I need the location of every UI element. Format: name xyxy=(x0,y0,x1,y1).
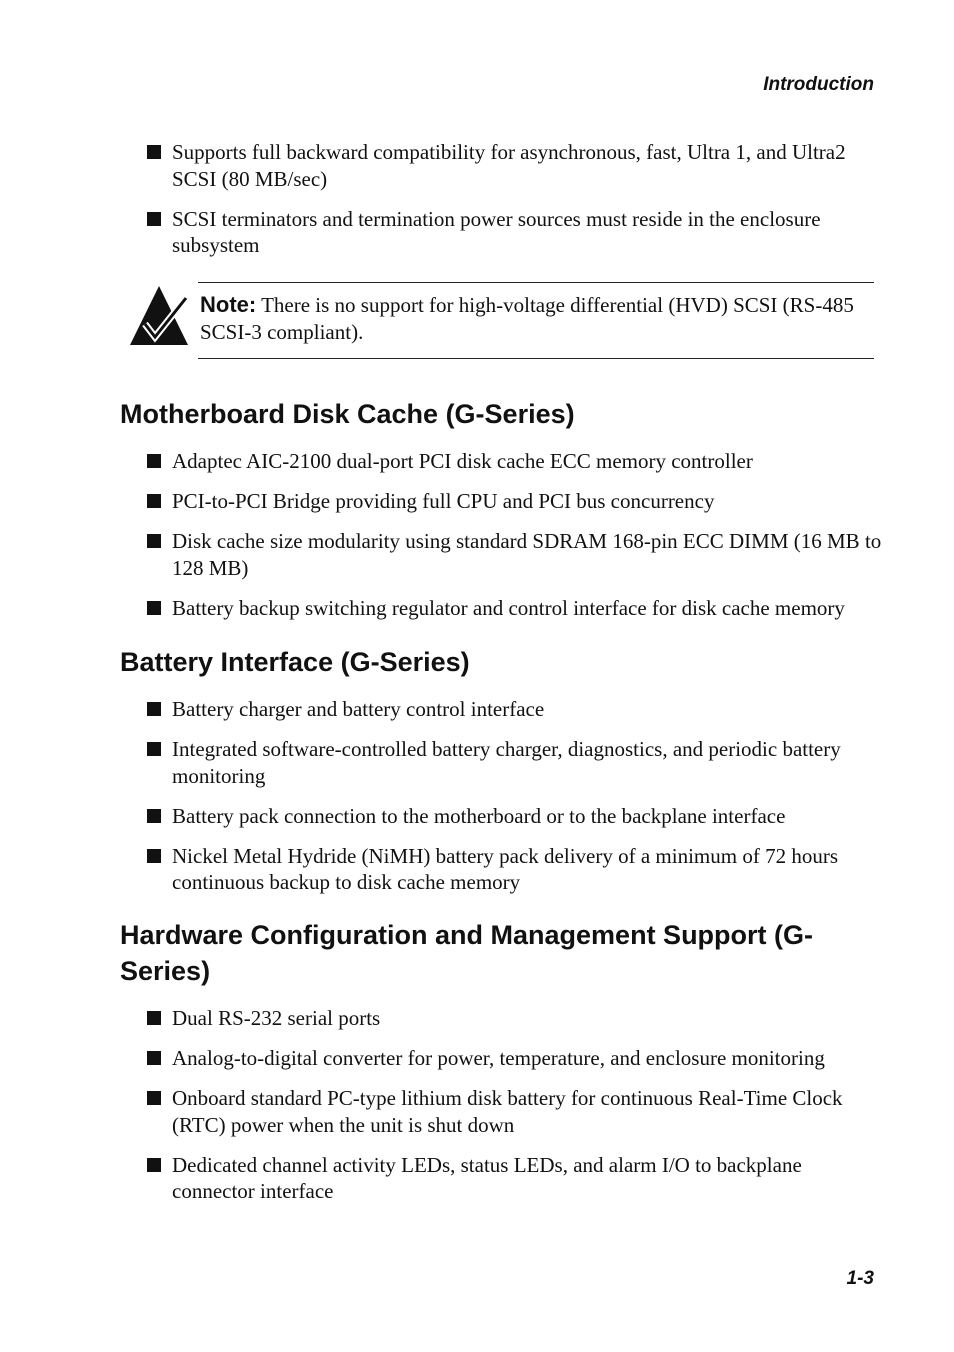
section-heading: Hardware Configuration and Management Support (G-Series) xyxy=(120,920,814,986)
bullet-square-icon xyxy=(147,849,161,863)
list-item: Battery charger and battery control interface xyxy=(145,696,885,723)
section-heading: Motherboard Disk Cache (G-Series) xyxy=(120,399,575,429)
bullet-square-icon xyxy=(147,809,161,823)
list-item: Onboard standard PC-type lithium disk battery for continuous Real-Time Clock (RTC) power when the unit is shut down xyxy=(145,1085,885,1138)
running-header: Introduction xyxy=(763,74,874,95)
note-text xyxy=(200,291,860,346)
list-item: SCSI terminators and termination power sources must reside in the enclosure subsystem xyxy=(145,206,885,259)
bullet-square-icon xyxy=(147,494,161,508)
intro-bullet-list xyxy=(145,139,885,272)
bullet-square-icon xyxy=(147,742,161,756)
section-bullet-list xyxy=(145,1005,885,1218)
page-number: 1-3 xyxy=(846,1268,874,1289)
note-label: Note: xyxy=(200,292,257,317)
list-item: Integrated software-controlled battery charger, diagnostics, and periodic battery monitoring xyxy=(145,736,885,789)
section-bullet-list xyxy=(145,448,885,635)
section-heading: Battery Interface (G-Series) xyxy=(120,647,470,677)
list-item: PCI-to-PCI Bridge providing full CPU and PCI bus concurrency xyxy=(145,488,885,515)
list-item: Dedicated channel activity LEDs, status LEDs, and alarm I/O to backplane connector interface xyxy=(145,1152,885,1205)
bullet-square-icon xyxy=(147,1158,161,1172)
bullet-square-icon xyxy=(147,1011,161,1025)
list-item: Analog-to-digital converter for power, temperature, and enclosure monitoring xyxy=(145,1045,885,1072)
bullet-square-icon xyxy=(147,1091,161,1105)
note-box xyxy=(198,282,874,359)
list-item: Battery pack connection to the motherboard or to the backplane interface xyxy=(145,803,885,830)
list-item: Supports full backward compatibility for asynchronous, fast, Ultra 1, and Ultra2 SCSI (80 MB/sec) xyxy=(145,139,885,192)
bullet-square-icon xyxy=(147,702,161,716)
note-body: There is no support for high-voltage differential (HVD) SCSI (RS-485 SCSI-3 compliant). xyxy=(200,293,854,344)
bullet-square-icon xyxy=(147,145,161,159)
bullet-square-icon xyxy=(147,534,161,548)
list-item: Adaptec AIC-2100 dual-port PCI disk cache ECC memory controller xyxy=(145,448,885,475)
bullet-square-icon xyxy=(147,212,161,226)
checkmark-triangle-icon xyxy=(128,284,190,348)
list-item: Nickel Metal Hydride (NiMH) battery pack delivery of a minimum of 72 hours continuous backup to disk cache memory xyxy=(145,843,885,896)
bullet-square-icon xyxy=(147,601,161,615)
section-bullet-list xyxy=(145,696,885,909)
list-item: Disk cache size modularity using standard SDRAM 168-pin ECC DIMM (16 MB to 128 MB) xyxy=(145,528,885,581)
list-item: Dual RS-232 serial ports xyxy=(145,1005,885,1032)
bullet-square-icon xyxy=(147,1051,161,1065)
list-item: Battery backup switching regulator and control interface for disk cache memory xyxy=(145,595,885,622)
bullet-square-icon xyxy=(147,454,161,468)
